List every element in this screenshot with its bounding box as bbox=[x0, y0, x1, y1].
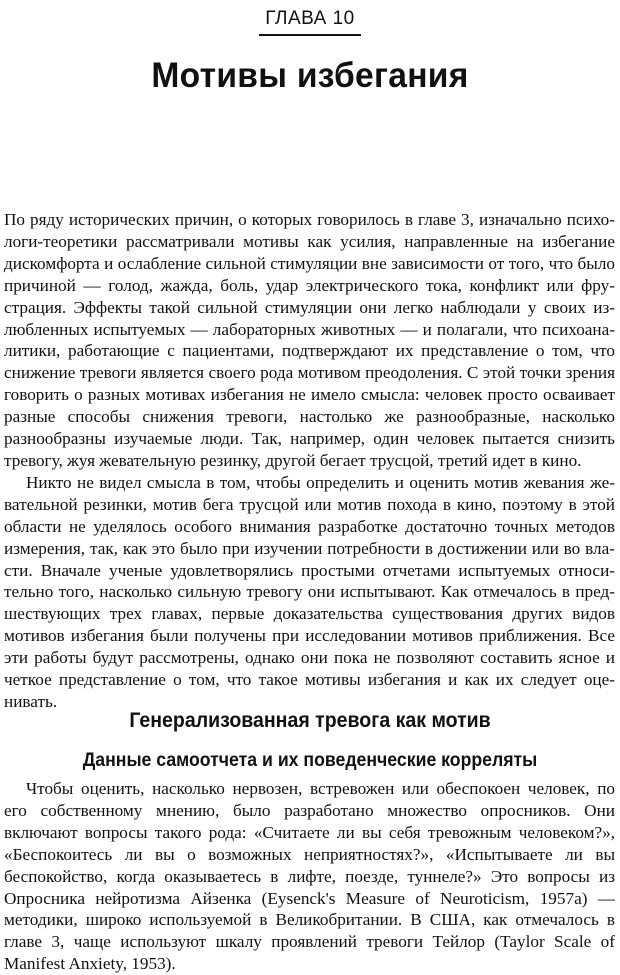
chapter-label: ГЛАВА 10 bbox=[259, 6, 361, 36]
section-paragraph-1: Чтобы оценить, насколько нервозен, встревожен или обеспокоен человек, по его собственному мнению, было разработано множество опросников. Они включают вопросы такого рода: «Считаете ли вы себя тревожным человеком?», «Беспокоитесь ли вы о возможных неприятностях?», «Испытываете ли вы беспокойство, когда оказываетесь в лифте, поезде, туннеле?» Это вопросы из Опросника нейротизма Айзенка (Eysenck's Measure of Neuroticism, 1957a) — методики, широко используемой в Великобритании. В США, как отмечалось в главе 3, чаще используют шкалу проявлений тревоги Тейлор (Taylor Scale of Manifest Anxiety, 1953). bbox=[4, 779, 615, 974]
intro-paragraph-2: Никто не видел смысла в том, чтобы определить и оценить мотив жевания жевательной резинки, мотив бега трусцой или мотив похода в кино, поэтому в этой области не уделялось особого внимания разработке достаточно точных методов измерения, так, как это было при изучении потребности в достижении или во власти. Вначале ученые удовлетворялись простыми отчетами испытуемых относительно того, насколько сильную тревогу они испытывают. Как отмечалось в предшествующих трех главах, первые доказательства существования других видов мотивов избегания были получены при исследовании мотивов приближения. Все эти работы будут рассмотрены, однако они пока не позволяют составить ясное и четкое представление о том, что такое мотивы избегания и как их следует оценивать. bbox=[4, 472, 615, 711]
intro-paragraph-1: По ряду исторических причин, о которых говорилось в главе 3, изначально психологи-теоретики рассматривали мотивы как усилия, направленные на избегание дискомфорта и ослабление сильной стимуляции вне зависимости от того, что было причиной — голод, жажда, боль, удар электрического тока, конфликт или фрустрация. Эффекты такой сильной стимуляции они легко наблюдали у своих излюбленных испытуемых — лабораторных животных — и полагали, что психоаналитики, работающие с пациентами, подтверждают их представление о том, что снижение тревоги является своего рода мотивом преодоления. С этой точки зрения говорить о разных мотивах избегания не имело смысла: человек просто осваивает разные способы снижения тревоги, настолько же разнообразные, насколько разнообразны изучаемые люди. Так, например, один человек пытается снизить тревогу, жуя жевательную резинку, другой бегает трусцой, третий идет в кино. bbox=[4, 210, 615, 470]
intro-text bbox=[4, 209, 615, 713]
chapter-title: Мотивы избегания bbox=[151, 56, 469, 95]
chapter-label-wrap bbox=[0, 6, 620, 36]
section-heading: Генерализованная тревога как мотив bbox=[129, 709, 491, 732]
section-text bbox=[4, 778, 615, 975]
subsection-heading: Данные самоотчета и их поведенческие корреляты bbox=[82, 750, 538, 771]
